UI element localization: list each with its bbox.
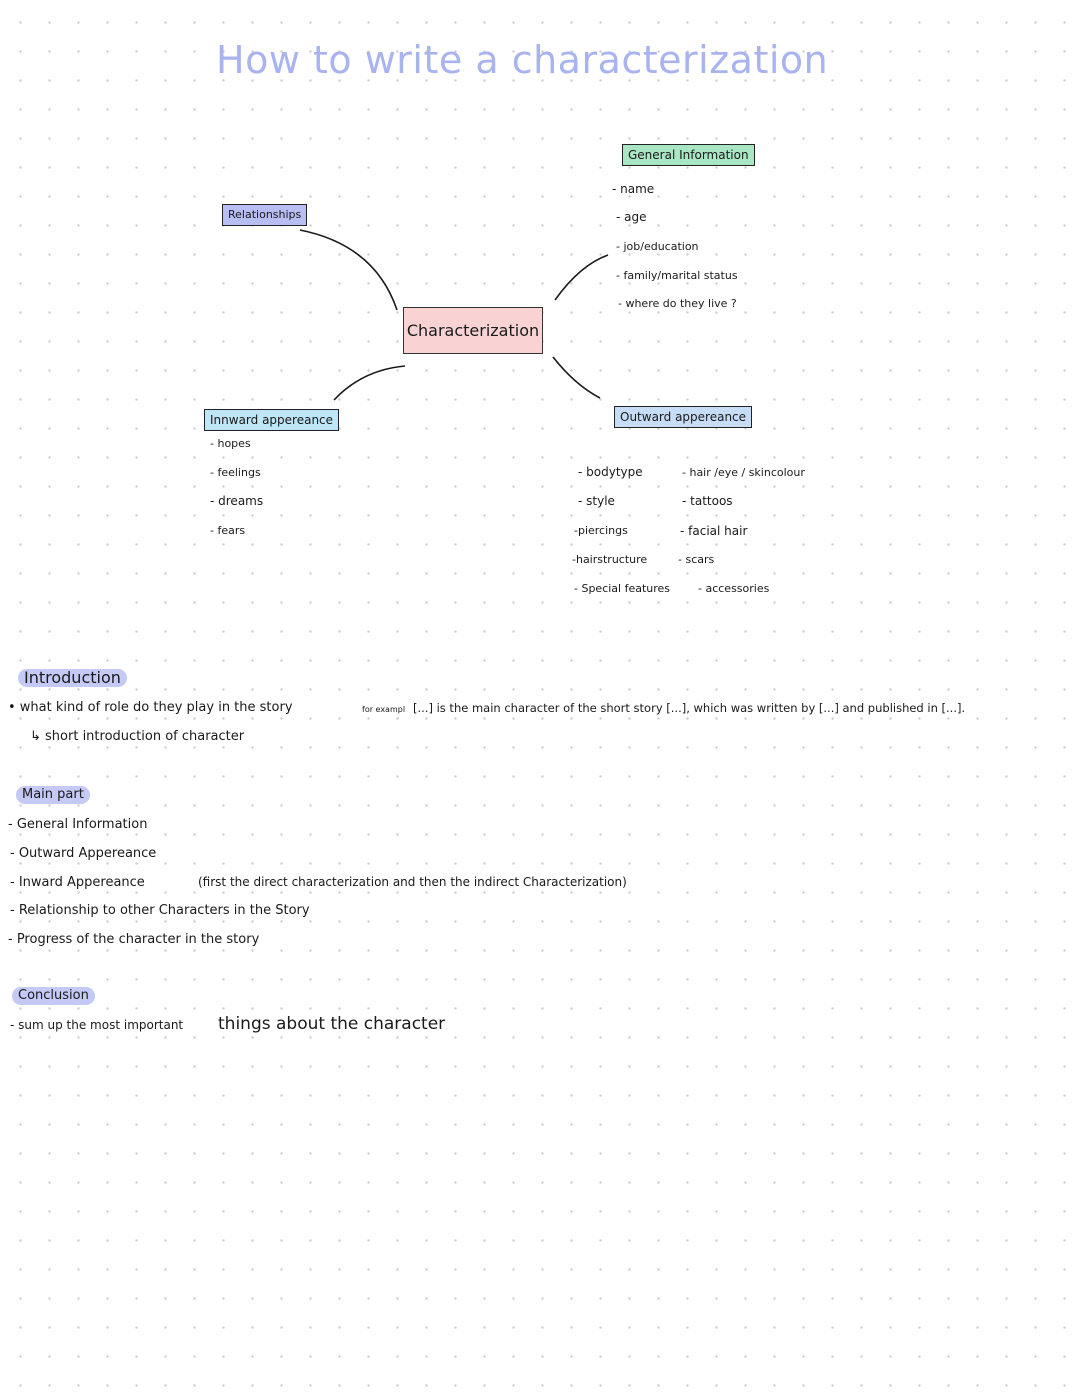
outward-item-scars: - scars	[678, 553, 715, 566]
main-part-item: - Inward Appereance	[10, 875, 145, 890]
main-part-note: (first the direct characterization and then the indirect Characterization)	[198, 875, 627, 889]
outward-item-accessories: - accessories	[698, 582, 770, 595]
general-item-name: - name	[612, 182, 655, 196]
introduction-example: [...] is the main character of the short story [...], which was written by [...] and published in [...].	[413, 701, 966, 715]
main-part-item: - General Information	[8, 817, 148, 832]
main-part-heading: Main part	[16, 786, 90, 804]
outward-appearance-node: Outward appereance	[614, 406, 752, 428]
introduction-example-prefix: for exampl	[362, 705, 406, 714]
page-title: How to write a characterization	[216, 38, 829, 82]
general-item-job: - job/education	[616, 240, 699, 253]
introduction-question: • what kind of role do they play in the story	[8, 700, 293, 715]
conclusion-item-part-a: - sum up the most important	[10, 1018, 184, 1032]
outward-item-hair-eye-skin: - hair /eye / skincolour	[682, 466, 805, 479]
inward-item-dreams: - dreams	[210, 494, 264, 508]
general-item-where: - where do they live ?	[618, 297, 737, 310]
outward-item-piercings: -piercings	[574, 524, 628, 537]
center-node	[403, 307, 543, 354]
center-node-label: Characterization	[406, 321, 540, 340]
main-part-item: - Progress of the character in the story	[8, 932, 260, 947]
main-part-item: - Outward Appereance	[10, 846, 157, 861]
general-information-node: General Information	[622, 144, 755, 166]
conclusion-heading: Conclusion	[12, 987, 95, 1005]
inward-item-hopes: - hopes	[210, 437, 251, 450]
introduction-sub: ↳ short introduction of character	[30, 729, 245, 744]
main-part-item: - Relationship to other Characters in the Story	[10, 903, 310, 918]
inward-item-fears: - fears	[210, 524, 246, 537]
conclusion-item-part-b: things about the character	[218, 1014, 446, 1034]
inward-appearance-node: Innward appereance	[204, 409, 339, 431]
outward-item-facial-hair: - facial hair	[680, 524, 748, 538]
introduction-heading: Introduction	[18, 669, 127, 687]
outward-item-hairstructure: -hairstructure	[572, 553, 648, 566]
general-item-age: - age	[616, 210, 647, 224]
outward-item-style: - style	[578, 494, 615, 508]
general-item-family: - family/marital status	[616, 269, 738, 282]
outward-item-tattoos: - tattoos	[682, 494, 733, 508]
inward-item-feelings: - feelings	[210, 466, 261, 479]
outward-item-special-features: - Special features	[574, 582, 671, 595]
outward-item-bodytype: - bodytype	[578, 465, 643, 479]
relationships-node: Relationships	[222, 204, 307, 226]
